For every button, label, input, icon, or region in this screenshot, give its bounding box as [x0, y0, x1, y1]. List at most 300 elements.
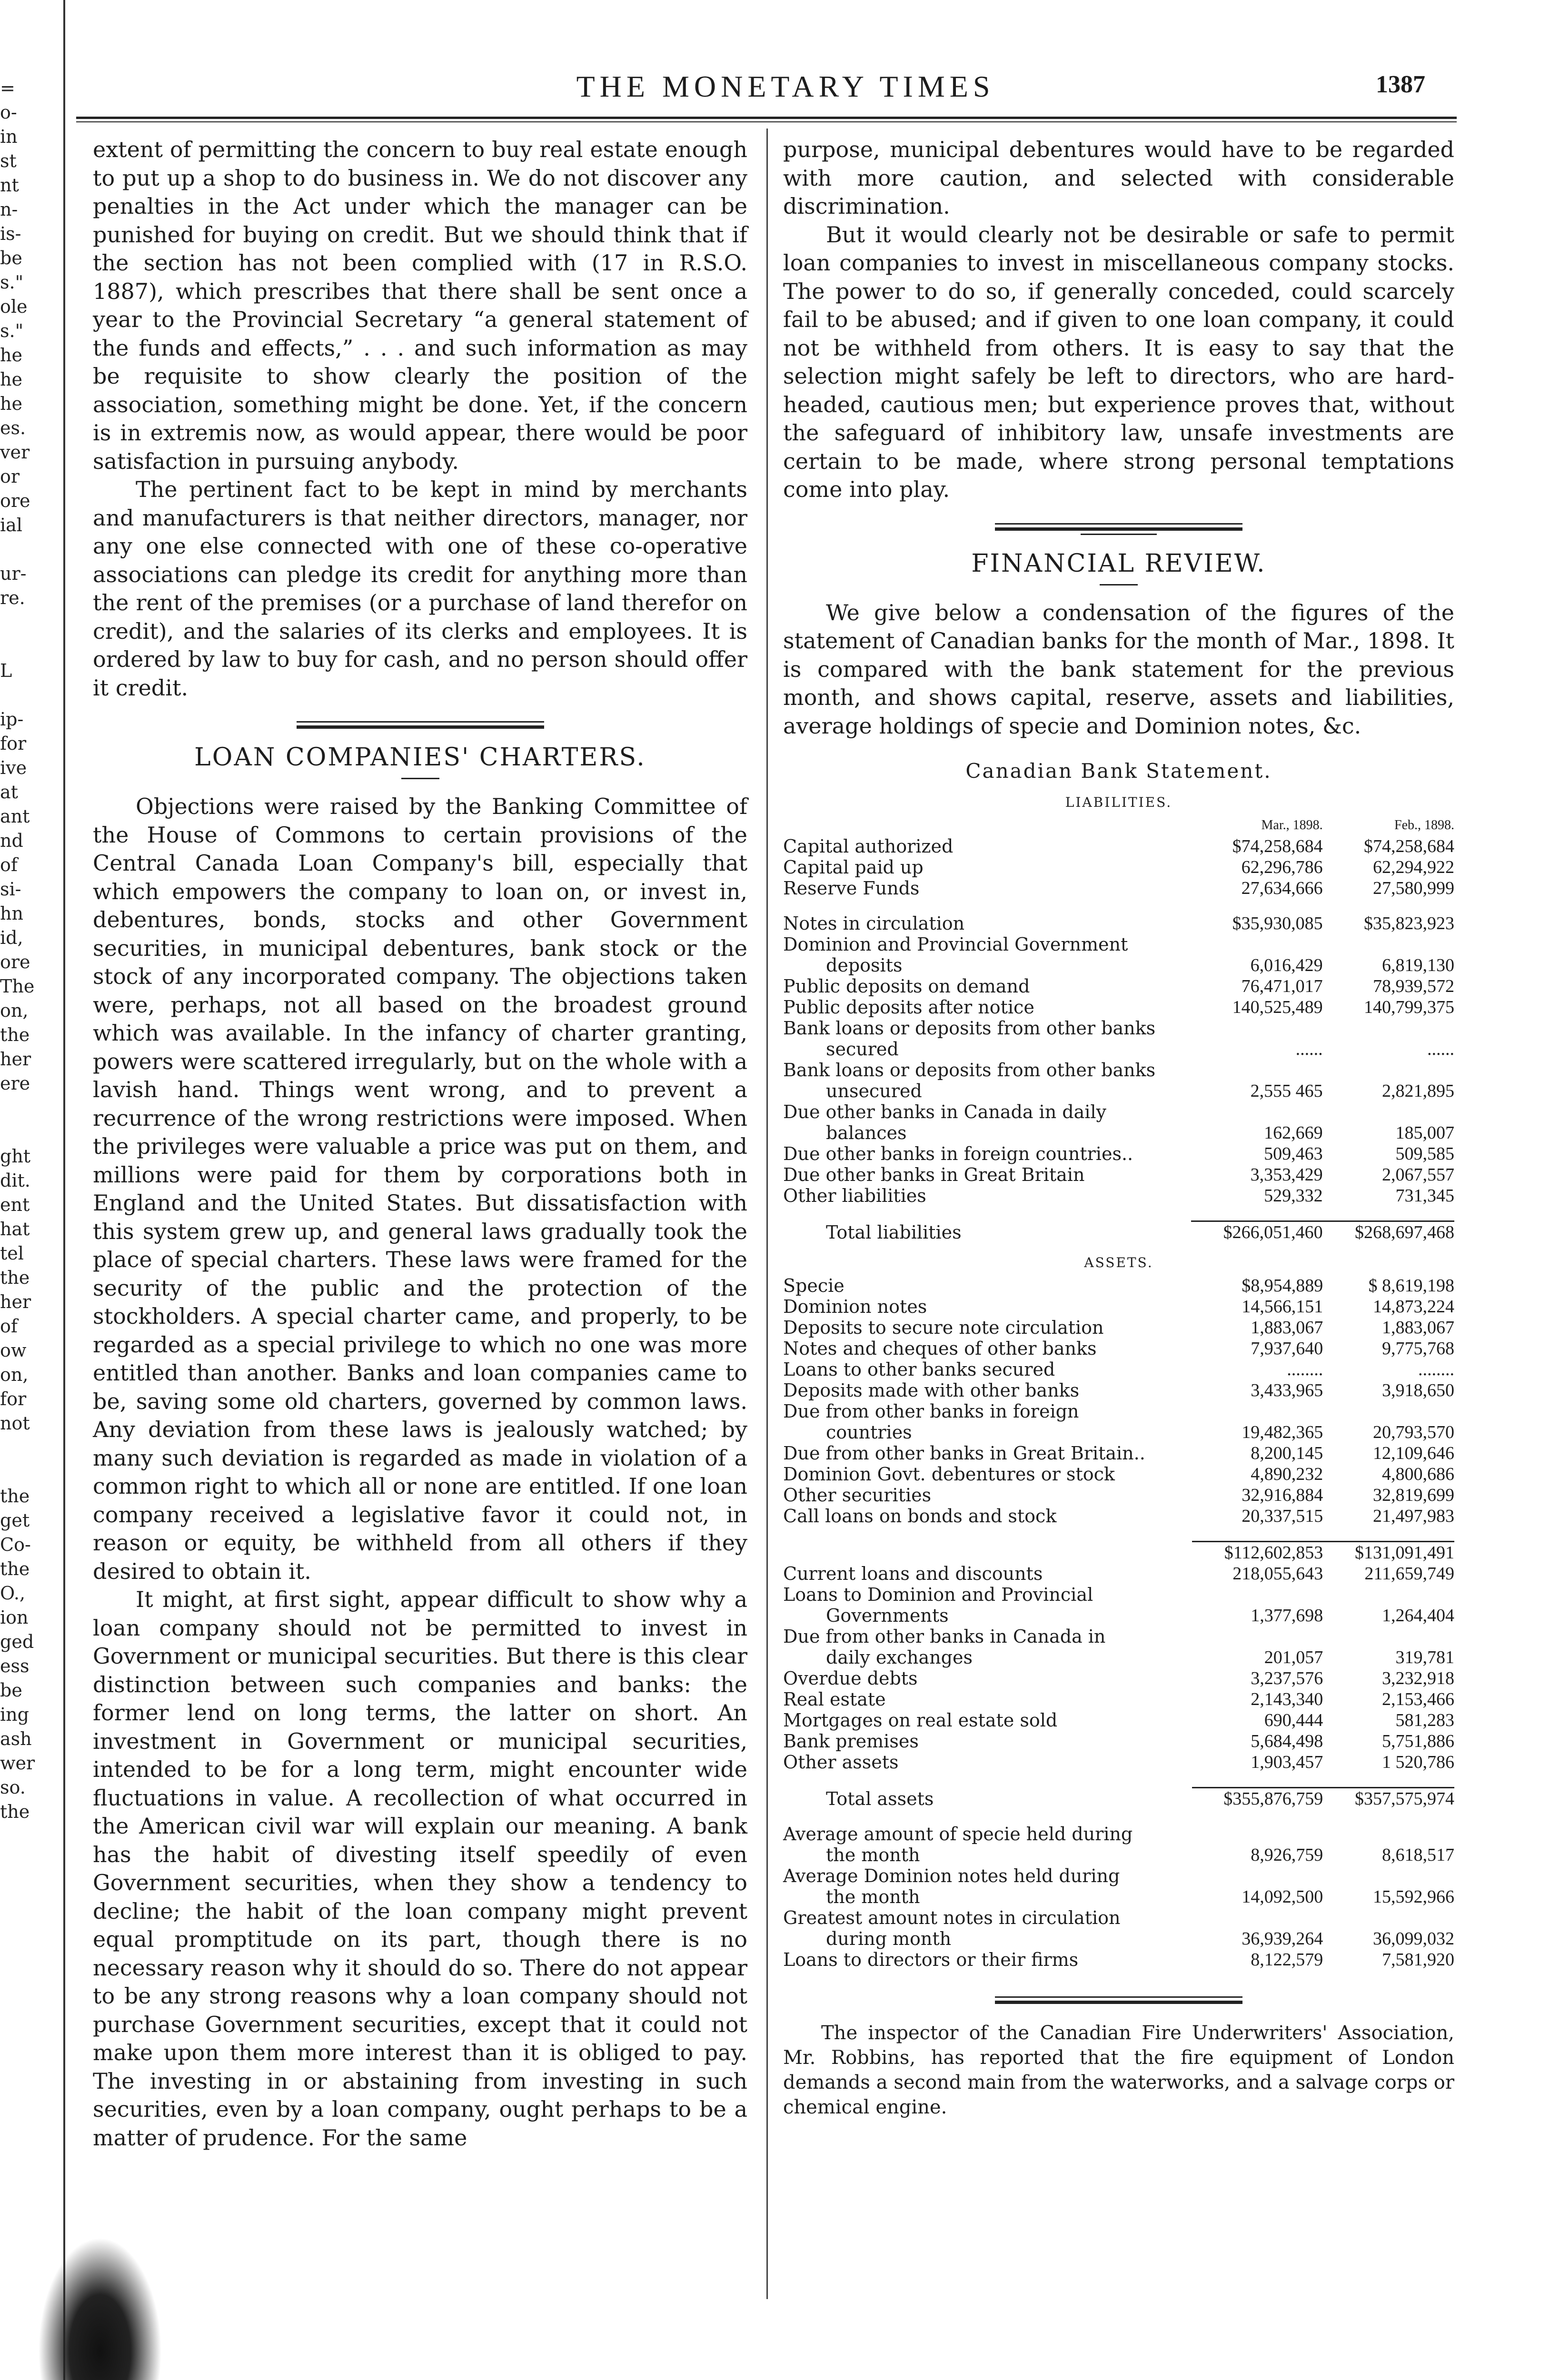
gutter-fragment: n- [0, 199, 18, 220]
table-row [783, 1143, 1454, 1164]
value-march: 27,634,666 [1241, 878, 1323, 898]
row-label: Specie [783, 1275, 845, 1296]
value-february: $74,258,684 [1364, 836, 1454, 856]
row-label: Average amount of specie held during [783, 1824, 1133, 1844]
table-row [783, 1164, 1454, 1185]
gutter-fragment: si- [0, 879, 21, 900]
gutter-fragment: is- [0, 223, 21, 244]
gutter-fragment: ow [0, 1340, 27, 1361]
value-february: 2,067,557 [1382, 1165, 1454, 1185]
header-rule [76, 117, 1457, 119]
row-label: Mortgages on real estate sold [783, 1710, 1058, 1731]
table-row [783, 1359, 1454, 1380]
row-label: deposits [826, 955, 903, 976]
section-title: FINANCIAL REVIEW. [971, 549, 1266, 578]
gutter-fragment: o- [0, 102, 17, 123]
row-label: Average Dominion notes held during [783, 1865, 1120, 1886]
gutter-fragment: her [0, 1049, 31, 1070]
table-spacer [783, 1527, 1454, 1542]
value-february: 12,109,646 [1373, 1443, 1454, 1463]
value-february: 20,793,570 [1373, 1422, 1454, 1442]
value-february: $35,823,923 [1364, 913, 1454, 933]
table-row [783, 1317, 1454, 1338]
value-february [1323, 1060, 1454, 1081]
value-march: $266,051,460 [1191, 1221, 1322, 1243]
gutter-fragment: of [0, 1316, 18, 1337]
table-row [783, 857, 1454, 878]
row-label: Due other banks in Canada in daily [783, 1101, 1107, 1122]
gutter-fragment: tel [0, 1243, 24, 1264]
gutter-fragment: he [0, 393, 22, 414]
value-february: 9,775,768 [1382, 1339, 1454, 1359]
value-march: 14,566,151 [1242, 1297, 1323, 1317]
gutter-fragment: for [0, 733, 27, 754]
value-march: 4,890,232 [1251, 1464, 1323, 1484]
value-february: 140,799,375 [1364, 997, 1454, 1017]
column-header-march: Mar., 1898. [1261, 818, 1323, 833]
value-march [1191, 1101, 1322, 1122]
row-label: Loans to directors or their firms [783, 1949, 1079, 1970]
gutter-fragment: st [0, 150, 17, 171]
value-february: 36,099,032 [1373, 1929, 1454, 1949]
section-separator [995, 1996, 1242, 2004]
value-march: $112,602,853 [1192, 1542, 1323, 1564]
table-row [783, 1731, 1454, 1752]
value-march: 529,332 [1264, 1186, 1323, 1206]
row-label: Dominion and Provincial Government [783, 934, 1128, 955]
table-row [783, 1626, 1454, 1647]
gutter-fragment: so. [0, 1777, 26, 1798]
value-march: 690,444 [1264, 1710, 1323, 1730]
row-label: Other securities [783, 1485, 932, 1506]
value-march: 8,926,759 [1251, 1845, 1323, 1865]
value-march: 2,555 465 [1250, 1081, 1323, 1101]
row-label: Due from other banks in Great Britain.. [783, 1443, 1145, 1464]
paragraph: But it would clearly not be desirable or safe to permit loan companies to invest in miscellaneous company stocks. The power to do so, if generally conceded, could scarcely fail to be abused; and if given to one loan company, it could not be withheld from others. It is easy to say that the selection might safely be left to directors, who are hard-headed, cautious men; but experience proves that, without the safeguard of inhibitory law, unsafe investments are certain to be made, where strong personal temptations come into play. [783, 221, 1454, 502]
value-march: 62,296,786 [1241, 857, 1323, 877]
value-february: 62,294,922 [1373, 857, 1454, 877]
liabilities-heading: LIABILITIES. [1065, 794, 1172, 810]
gutter-fragment: L [0, 660, 12, 681]
value-february: 581,283 [1395, 1710, 1454, 1730]
row-label: Loans to other banks secured [783, 1359, 1055, 1380]
value-february: $357,575,974 [1323, 1788, 1454, 1810]
value-march: 509,463 [1264, 1144, 1323, 1164]
gutter-fragment: for [0, 1388, 27, 1409]
row-label: Deposits to secure note circulation [783, 1317, 1104, 1338]
section-separator [297, 721, 544, 729]
table-row [783, 836, 1454, 857]
gutter-fragment: ore [0, 490, 30, 511]
value-march: 8,200,145 [1251, 1443, 1323, 1463]
table-row [783, 1647, 1454, 1668]
value-march: 1,903,457 [1251, 1752, 1323, 1772]
value-march: 8,122,579 [1251, 1950, 1323, 1970]
gutter-fragment: nt [0, 175, 19, 196]
gutter-fragment: ole [0, 296, 28, 317]
gutter-fragment: ent [0, 1194, 30, 1215]
paragraph: Objections were raised by the Banking Committee of the House of Commons to certain provisions of the Central Canada Loan Company's bill, especially that which empowers the company to loan on, or invest in, debentures, bonds, stocks and other Government securities, in municipal debentures, bank stock or the stock of any incorporated company. The objections taken were, perhaps, not all based on the broadest ground which was available. In the infancy of charter granting, powers were scattered irregularly, but on the whole with a lavish hand. Things went wrong, and to prevent a recurrence of the wrong restrictions were imposed. When the privileges were valuable a price was put on them, and millions were paid for them by corporations both in England and the United States. But dissatisfaction with this system grew up, and general laws gradually took the place of special charters. These laws were framed for the security of the public and the protection of the stockholders. A special charter came, and properly, to be regarded as a special privilege to which no one was more entitled than another. Banks and loan companies came to be, saving some old charters, governed by common laws. Any deviation from these laws is jealously watched; by many such deviation is regarded as made in violation of a common right to which all or none are entitled. If one loan company received a legislative favor it could not, in reason or equity, be withheld from all others if they desired to obtain it. [93, 793, 747, 1584]
gutter-fragment: ght [0, 1146, 31, 1167]
table-row [783, 955, 1454, 976]
row-label: Due from other banks in Canada in [783, 1626, 1106, 1647]
masthead-title: THE MONETARY TIMES [576, 69, 995, 103]
table-row [783, 1464, 1454, 1485]
table-row [783, 1668, 1454, 1689]
value-march: $35,930,085 [1232, 913, 1323, 933]
gutter-fragment: hat [0, 1219, 30, 1240]
value-march: 14,092,500 [1242, 1887, 1323, 1907]
gutter-fragment [0, 1460, 57, 1484]
gutter-fragment: re. [0, 587, 25, 608]
value-february: 8,618,517 [1382, 1845, 1454, 1865]
gutter-fragment: ing [0, 1704, 29, 1725]
table-row [783, 1380, 1454, 1401]
paragraph: purpose, municipal debentures would have to be regarded with more caution, and selected with considerable discrimination. [783, 137, 1454, 219]
table-row [783, 1689, 1454, 1710]
gutter-fragment: id, [0, 927, 23, 948]
gutter-fragment: ant [0, 806, 30, 827]
row-label: secured [826, 1039, 899, 1060]
table-row [783, 1752, 1454, 1773]
row-label: Total liabilities [826, 1222, 962, 1243]
row-label: unsecured [826, 1081, 922, 1101]
value-february: 14,873,224 [1373, 1297, 1454, 1317]
value-february: 185,007 [1395, 1123, 1454, 1143]
assets-heading: ASSETS. [1084, 1255, 1153, 1270]
value-march: 3,433,965 [1251, 1380, 1323, 1400]
gutter-fragment: ion [0, 1607, 29, 1628]
value-march: 2,143,340 [1251, 1689, 1323, 1709]
value-march [1192, 1907, 1323, 1928]
table-row [783, 1563, 1454, 1584]
table-row [783, 997, 1454, 1018]
value-february: 4,800,686 [1382, 1464, 1454, 1484]
gutter-fragment [0, 610, 57, 635]
paragraph: The pertinent fact to be kept in mind by merchants and manufacturers is that neither directors, manager, nor any one else connected with one of these co-operative associations can pledge its credit for anything more than the rent of the premises (or a purchase of land therefor on credit), and the salaries of its clerks and employees. It is ordered by law to buy for cash, and no person should offer it credit. [93, 476, 747, 701]
table-row [783, 1422, 1454, 1443]
row-label: Bank loans or deposits from other banks [783, 1060, 1156, 1081]
value-february: 509,585 [1395, 1144, 1454, 1164]
gutter-fragment [0, 1120, 57, 1144]
table-row [783, 1296, 1454, 1317]
gutter-fragment: at [0, 782, 18, 803]
column-divider [766, 129, 768, 2299]
value-february: 15,592,966 [1373, 1887, 1454, 1907]
statement-title: Canadian Bank Statement. [965, 759, 1272, 783]
table-row [783, 1338, 1454, 1359]
table-row [783, 1401, 1454, 1422]
row-label: Other liabilities [783, 1185, 926, 1206]
table-row [783, 1542, 1454, 1564]
value-march: ...... [1295, 1039, 1323, 1059]
row-label: Total assets [826, 1788, 934, 1809]
table-row [783, 1605, 1454, 1626]
gutter-fragment: ore [0, 952, 30, 972]
row-label: Due other banks in Great Britain [783, 1164, 1085, 1185]
value-february [1323, 1626, 1454, 1647]
table-row [783, 1907, 1454, 1928]
table-row [783, 1060, 1454, 1081]
value-march: 19,482,365 [1242, 1422, 1323, 1442]
page-smudge [38, 2237, 162, 2380]
gutter-rule [63, 0, 65, 2380]
value-march: 201,057 [1264, 1647, 1323, 1667]
gutter-fragment: the [0, 1486, 30, 1507]
row-label: Bank premises [783, 1731, 919, 1752]
table-spacer [783, 899, 1454, 913]
gutter-fragment: the [0, 1558, 30, 1579]
row-label: the month [826, 1844, 920, 1865]
left-column [93, 136, 747, 2152]
value-february: 3,232,918 [1382, 1668, 1454, 1688]
value-february: 78,939,572 [1373, 976, 1454, 996]
value-february [1323, 1584, 1454, 1605]
gutter-fragment: ive [0, 757, 27, 778]
value-february: 1,883,067 [1382, 1318, 1454, 1338]
table-row [783, 1928, 1454, 1949]
table-row [783, 1443, 1454, 1464]
gutter-fragment [0, 635, 57, 659]
gutter-fragment [0, 683, 57, 707]
gutter-fragment: es. [0, 417, 26, 438]
value-march: 76,471,017 [1241, 976, 1323, 996]
table-row [783, 878, 1454, 899]
value-march: 218,055,643 [1232, 1564, 1323, 1584]
value-february: 731,345 [1395, 1186, 1454, 1206]
value-march: 20,337,515 [1242, 1506, 1323, 1526]
row-label: Public deposits on demand [783, 976, 1030, 997]
section-title: LOAN COMPANIES' CHARTERS. [194, 743, 646, 772]
value-march: 6,016,429 [1250, 955, 1323, 975]
gutter-fragment: be [0, 1680, 22, 1701]
value-february: $131,091,491 [1323, 1542, 1454, 1564]
value-february: 2,821,895 [1382, 1081, 1454, 1101]
paragraph: It might, at first sight, appear difficult to show why a loan company should not be permitted to invest in Government or municipal securities. But there is this clear distinction between such companies and banks: the former lend on long terms, the latter on short. An investment in Government or municipal securities, intended to be for a long term, might encounter wide fluctuations in value. A recollection of what occurred in the American civil war will explain our meaning. A bank has the habit of divesting itself speedily of even Government securities, when they show a tendency to decline; the habit of the loan company might prevent equal promptitude on its part, though there is no necessary reason why it should do so. There do not appear to be any strong reasons why a loan company should not purchase Government securities, except that it could not make upon them more interest than it is obliged to pay. The investing in or abstaining from investing in such securities, even by a loan company, ought perhaps to be a matter of prudence. For the same [93, 1587, 747, 2151]
table-row [783, 1584, 1454, 1605]
row-label: Notes and cheques of other banks [783, 1338, 1097, 1359]
value-february [1323, 1101, 1454, 1122]
gutter-fragment: ver [0, 442, 30, 463]
row-label: Bank loans or deposits from other banks [783, 1018, 1156, 1039]
value-february: 1 520,786 [1382, 1752, 1454, 1772]
gutter-fragment: on, [0, 1364, 29, 1385]
gutter-fragment: her [0, 1291, 31, 1312]
column-header-february: Feb., 1898. [1394, 818, 1454, 833]
table-row [783, 1275, 1454, 1296]
table-row [783, 1081, 1454, 1101]
value-march [1192, 1401, 1323, 1422]
value-february: 21,497,983 [1373, 1506, 1454, 1526]
row-label: the month [826, 1886, 920, 1907]
gutter-fragment: O., [0, 1583, 26, 1604]
news-note: The inspector of the Canadian Fire Underwriters' Association, Mr. Robbins, has reported that the fire equipment of London demands a second main from the waterworks, and a salvage corps or chemical engine. [783, 2022, 1454, 2118]
table-row [783, 1185, 1454, 1206]
value-february [1323, 1865, 1454, 1886]
value-march: 140,525,489 [1232, 997, 1323, 1017]
row-label: Greatest amount notes in circulation [783, 1907, 1121, 1928]
value-february: 27,580,999 [1373, 878, 1454, 898]
table-row [783, 1710, 1454, 1731]
gutter-fragment: be [0, 248, 22, 268]
row-label: Capital paid up [783, 857, 924, 878]
gutter-fragment: get [0, 1510, 30, 1531]
value-march [1191, 934, 1322, 955]
value-february [1323, 1824, 1454, 1844]
row-label: Notes in circulation [783, 913, 965, 934]
value-march [1191, 1060, 1322, 1081]
gutter-fragment: the [0, 1801, 30, 1822]
gutter-fragment: he [0, 369, 22, 390]
value-march: 1,377,698 [1251, 1606, 1323, 1626]
table-row [783, 1039, 1454, 1060]
gutter-fragment [0, 1096, 57, 1120]
row-label: Overdue debts [783, 1668, 918, 1689]
table-row [783, 934, 1454, 955]
table-row [783, 1101, 1454, 1122]
row-label: balances [826, 1122, 907, 1143]
gutter-fragment: s." [0, 272, 24, 293]
value-february [1323, 1401, 1454, 1422]
value-february: 5,751,886 [1382, 1731, 1454, 1751]
gutter-fragment: The [0, 976, 35, 997]
gutter-fragment: ip- [0, 709, 24, 730]
row-label: Public deposits after notice [783, 997, 1034, 1018]
gutter-fragment: hn [0, 903, 23, 924]
page-number: 1387 [1376, 71, 1425, 98]
right-column [783, 136, 1454, 2120]
table-row [783, 1221, 1454, 1243]
value-february [1323, 1907, 1454, 1928]
section-separator [995, 523, 1242, 535]
table-row [783, 1824, 1454, 1844]
table-row [783, 1485, 1454, 1506]
gutter-fragment: nd [0, 830, 23, 851]
value-february: 1,264,404 [1382, 1606, 1454, 1626]
value-february: 2,153,466 [1382, 1689, 1454, 1709]
value-february: 7,581,920 [1382, 1950, 1454, 1970]
row-label: during month [826, 1928, 952, 1949]
table-spacer [783, 1809, 1454, 1824]
row-label: Capital authorized [783, 836, 954, 857]
value-february: $ 8,619,198 [1368, 1276, 1454, 1296]
row-label: Due from other banks in foreign [783, 1401, 1079, 1422]
table-row [783, 1506, 1454, 1527]
value-february [1323, 1018, 1454, 1039]
table-row [783, 976, 1454, 997]
gutter-fragment: on, [0, 1000, 29, 1021]
row-label: countries [826, 1422, 912, 1443]
title-underrule [1100, 584, 1138, 585]
table-header-row [783, 815, 1454, 836]
gutter-fragment: = [0, 78, 15, 99]
adjacent-page-gutter [0, 76, 57, 1822]
value-march: 162,669 [1264, 1123, 1323, 1143]
row-label: Real estate [783, 1689, 886, 1710]
table-row [783, 1018, 1454, 1039]
value-february: $268,697,468 [1323, 1221, 1454, 1243]
table-row [783, 1844, 1454, 1865]
gutter-fragment: not [0, 1413, 30, 1434]
gutter-fragment: the [0, 1024, 30, 1045]
table-row [783, 1865, 1454, 1886]
row-label: Reserve Funds [783, 878, 920, 899]
value-march: 1,883,067 [1251, 1318, 1323, 1338]
value-february [1323, 934, 1454, 955]
value-february: 32,819,699 [1373, 1485, 1454, 1505]
value-march: 32,916,884 [1242, 1485, 1323, 1505]
gutter-fragment: ess [0, 1656, 30, 1676]
gutter-fragment: ash [0, 1728, 32, 1749]
value-march [1192, 1865, 1323, 1886]
gutter-fragment: he [0, 345, 22, 366]
value-march: 5,684,498 [1251, 1731, 1323, 1751]
value-march: $355,876,759 [1192, 1788, 1323, 1810]
title-underrule [401, 778, 439, 779]
paragraph: extent of permitting the concern to buy real estate enough to put up a shop to do business in. We do not discover any penalties in the Act under which the manager can be punished for buying on credit. But we should think that if the section has not been complied with (17 in R.S.O. 1887), which prescribes that there shall be sent once a year to the Provincial Secretary “a general statement of the funds and effects,” . . . and such information as may be requisite to show clearly the position of the association, something might be done. Yet, if the concern is in extremis now, as would appear, there would be poor satisfaction in pursuing anybody. [93, 137, 747, 474]
table-row [783, 1886, 1454, 1907]
value-march: ........ [1287, 1359, 1323, 1379]
gutter-fragment: dit. [0, 1170, 30, 1191]
gutter-fragment: ere [0, 1073, 30, 1094]
table-row [783, 1788, 1454, 1810]
row-label: Due other banks in foreign countries.. [783, 1143, 1133, 1164]
value-march: $74,258,684 [1232, 836, 1323, 856]
value-march: 36,939,264 [1242, 1929, 1323, 1949]
row-label: Dominion Govt. debentures or stock [783, 1464, 1115, 1485]
table-spacer [783, 1773, 1454, 1788]
value-march: 3,237,576 [1251, 1668, 1323, 1688]
gutter-fragment: or [0, 466, 20, 487]
value-march: 7,937,640 [1251, 1339, 1323, 1359]
row-label: Other assets [783, 1752, 899, 1773]
row-label: Deposits made with other banks [783, 1380, 1080, 1401]
value-march [1191, 1018, 1322, 1039]
gutter-fragment: in [0, 126, 18, 147]
value-february: 3,918,650 [1382, 1380, 1454, 1400]
value-march [1192, 1626, 1323, 1647]
gutter-fragment: ur- [0, 563, 27, 584]
value-march [1192, 1584, 1323, 1605]
paragraph: We give below a condensation of the figures of the statement of Canadian banks for the month of Mar., 1898. It is compared with the bank statement for the previous month, and shows capital, reserve, assets and liabilities, average holdings of specie and Dominion notes, &c. [783, 599, 1454, 739]
value-february: 319,781 [1395, 1647, 1454, 1667]
table-row [783, 1949, 1454, 1970]
gutter-fragment [0, 537, 57, 562]
table-row [783, 913, 1454, 934]
table-row [783, 1122, 1454, 1143]
row-label: Dominion notes [783, 1296, 927, 1317]
gutter-fragment: the [0, 1267, 30, 1288]
gutter-fragment: of [0, 854, 18, 875]
gutter-fragment: wer [0, 1753, 35, 1774]
gutter-fragment: Co- [0, 1534, 31, 1555]
value-february: 211,659,749 [1364, 1564, 1454, 1584]
gutter-fragment: ial [0, 515, 22, 536]
liabilities-table [783, 815, 1454, 1243]
row-label: daily exchanges [826, 1647, 973, 1668]
gutter-fragment: ged [0, 1631, 34, 1652]
header-rule-thin [76, 121, 1457, 122]
value-march: 3,353,429 [1250, 1165, 1323, 1185]
gutter-fragment: s." [0, 320, 24, 341]
value-march [1192, 1824, 1323, 1844]
row-label: Call loans on bonds and stock [783, 1506, 1057, 1527]
assets-table [783, 1275, 1454, 1970]
value-february: ...... [1427, 1039, 1454, 1059]
row-label [783, 1542, 1192, 1564]
gutter-fragment [0, 1436, 57, 1460]
value-february: ........ [1418, 1359, 1454, 1379]
